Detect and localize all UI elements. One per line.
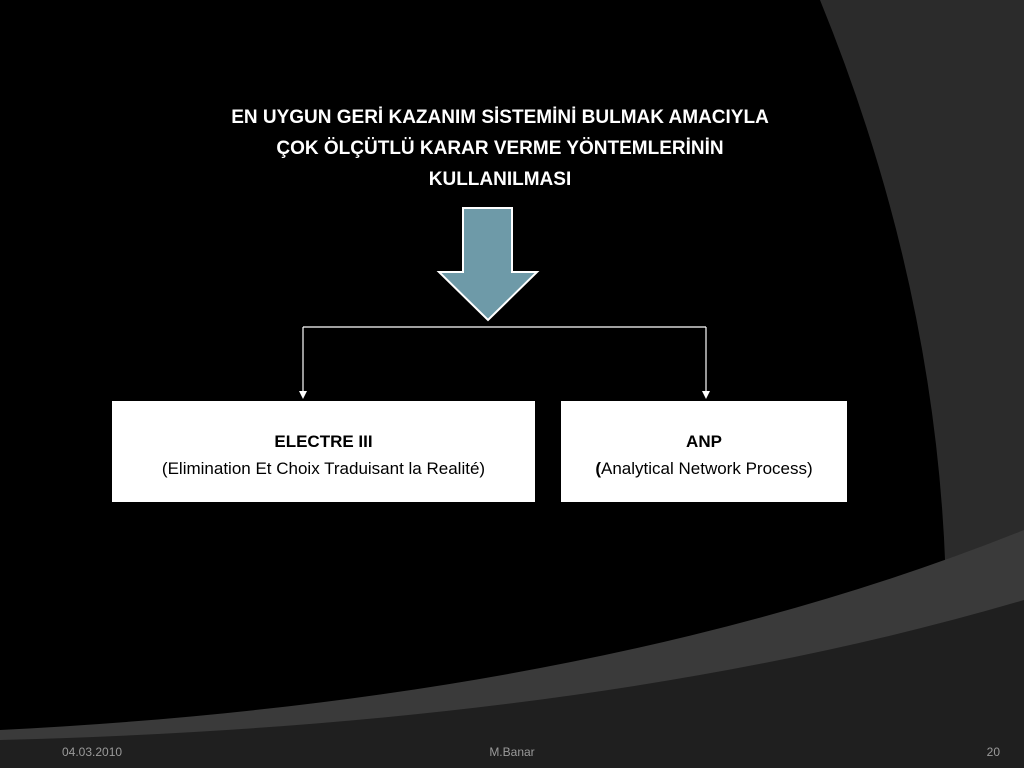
title-line-1: EN UYGUN GERİ KAZANIM SİSTEMİNİ BULMAK AMACIYLA: [231, 107, 769, 128]
down-arrow-icon: [439, 208, 537, 320]
anp-subtitle-paren: (: [595, 459, 602, 478]
title-line-2: ÇOK ÖLÇÜTLÜ KARAR VERME YÖNTEMLERİNİN: [276, 138, 724, 159]
title-line-3: KULLANILMASI: [428, 169, 572, 190]
footer-date: 04.03.2010: [62, 745, 123, 759]
anp-box: [561, 401, 847, 502]
footer-author: M.Banar: [489, 745, 535, 759]
electre-title: ELECTRE III: [274, 432, 373, 451]
anp-subtitle: [561, 455, 847, 482]
footer-page-number: 20: [986, 745, 1000, 759]
electre-subtitle: (Elimination Et Choix Traduisant la Realité): [161, 459, 486, 478]
anp-subtitle-text: Analytical Network Process): [601, 459, 813, 478]
connector-left-arrowhead-icon: [299, 391, 307, 399]
anp-title: ANP: [686, 432, 722, 451]
connector-right-arrowhead-icon: [702, 391, 710, 399]
electre-box: [112, 401, 535, 502]
